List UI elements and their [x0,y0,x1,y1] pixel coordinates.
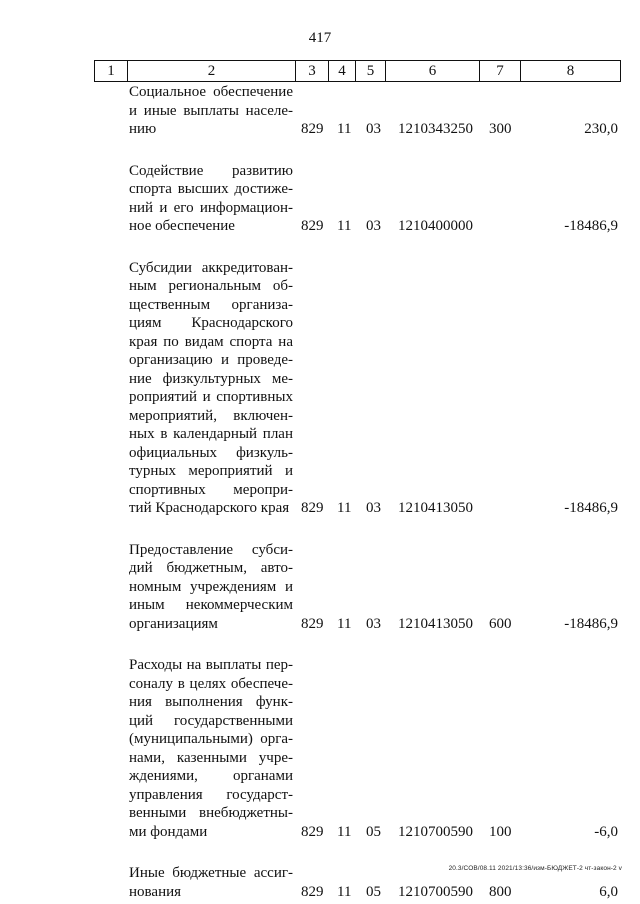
row-name-line: нами, казенными учре- [129,749,293,766]
row-name-line: иным некоммерческим [129,597,293,613]
column-header-3: 3 [296,61,329,82]
column-header-6: 6 [386,61,480,82]
row-name-line: нию [129,121,157,137]
row-name-line: роприятий и спортивных [129,389,293,405]
column-header-table [94,60,621,82]
row-name-line: (муниципальными) орга- [129,731,293,747]
sum-value: -18486,9 [564,500,618,516]
row-name-line: ным региональным об- [129,278,293,294]
sum-value: 230,0 [584,121,618,137]
budget-rows [0,81,640,901]
pr-code: 05 [366,883,381,900]
ved-code: 829 [301,823,324,840]
row-name-line: номным учреждениям и [129,578,293,595]
sum-value: 6,0 [599,883,618,900]
csr-code: 1210400000 [398,218,473,234]
ved-code: 829 [301,218,324,234]
vr-code: 300 [489,121,512,137]
row-name-line: ми фондами [129,823,208,840]
row-name [129,656,293,841]
row-name [129,162,293,236]
row-name-line: Иные бюджетные ассиг- [129,865,293,881]
vr-code: 800 [489,883,512,900]
row-name-line: Содействие развитию [129,162,293,179]
row-name-line: Расходы на выплаты пер- [129,657,293,673]
ved-code: 829 [301,121,324,137]
sum-value: -6,0 [594,823,618,840]
row-name-line: организацию и проведе- [129,352,293,368]
csr-code: 1210413050 [398,500,473,516]
table-row [0,83,640,139]
table-row [0,541,640,634]
page-number: 417 [308,30,332,46]
ved-code: 829 [301,883,324,900]
pr-code: 03 [366,121,381,137]
column-header-row [95,61,621,82]
row-name [129,864,293,901]
table-row [0,162,640,236]
pr-code: 03 [366,615,381,632]
row-name-line: организациям [129,615,218,632]
csr-code: 1210700590 [398,883,473,900]
footer-stamp: 20.3/СОВ/08.11 2021/13:36/изм-БЮДЖЕТ-2 чт-закон-2 v [448,865,622,872]
row-name-line: мероприятий, включен- [129,407,293,424]
row-name-line: соналу в целях обеспече- [129,675,293,692]
rz-code: 11 [337,218,352,234]
column-header-5: 5 [356,61,386,82]
rz-code: 11 [337,823,352,840]
vr-code: 600 [489,615,512,632]
row-name-line: края по видам спорта на [129,333,293,350]
row-name [129,259,293,518]
row-name-line: ное обеспечение [129,218,235,234]
row-name-line: официальных физкуль- [129,444,293,461]
row-name-line: циям Краснодарского [129,315,293,331]
row-name [129,83,293,139]
row-name-line: ждениями, органами [129,768,293,784]
rz-code: 11 [337,883,352,900]
pr-code: 03 [366,218,381,234]
row-name-line: дий бюджетным, авто- [129,560,293,576]
pr-code: 05 [366,823,381,840]
row-name-line: Предоставление субси- [129,541,293,558]
row-name-line: Социальное обеспечение [129,84,293,100]
row-name-line: щественным организа- [129,296,293,313]
row-name-line: ние физкультурных ме- [129,370,293,387]
column-header-4: 4 [329,61,356,82]
row-name [129,541,293,634]
row-name-line: ний и его информацион- [129,199,293,216]
row-name-line: спортивных меропри- [129,481,293,498]
rz-code: 11 [337,500,352,516]
table-row [0,259,640,518]
column-header-8: 8 [521,61,621,82]
table-row [0,656,640,841]
csr-code: 1210343250 [398,121,473,137]
ved-code: 829 [301,615,324,632]
row-name-line: ния выполнения функ- [129,694,293,710]
vr-code: 100 [489,823,512,840]
column-header-1: 1 [95,61,128,82]
row-name-line: турных мероприятий и [129,463,293,479]
row-name-line: управления государст- [129,786,293,803]
row-name-line: ций государственными [129,712,293,729]
row-name-line: венными внебюджетны- [129,805,293,821]
column-header-2: 2 [128,61,296,82]
row-name-line: и иные выплаты населе- [129,102,293,119]
row-name-line: спорта высших достиже- [129,181,293,197]
csr-code: 1210700590 [398,823,473,840]
sum-value: -18486,9 [564,218,618,234]
column-header-7: 7 [480,61,521,82]
sum-value: -18486,9 [564,615,618,632]
row-name-line: тий Краснодарского края [129,500,290,516]
pr-code: 03 [366,500,381,516]
rz-code: 11 [337,121,352,137]
rz-code: 11 [337,615,352,632]
row-name-line: нования [129,883,182,900]
ved-code: 829 [301,500,324,516]
csr-code: 1210413050 [398,615,473,632]
row-name-line: ных в календарный план [129,426,293,442]
row-name-line: Субсидии аккредитован- [129,259,293,276]
